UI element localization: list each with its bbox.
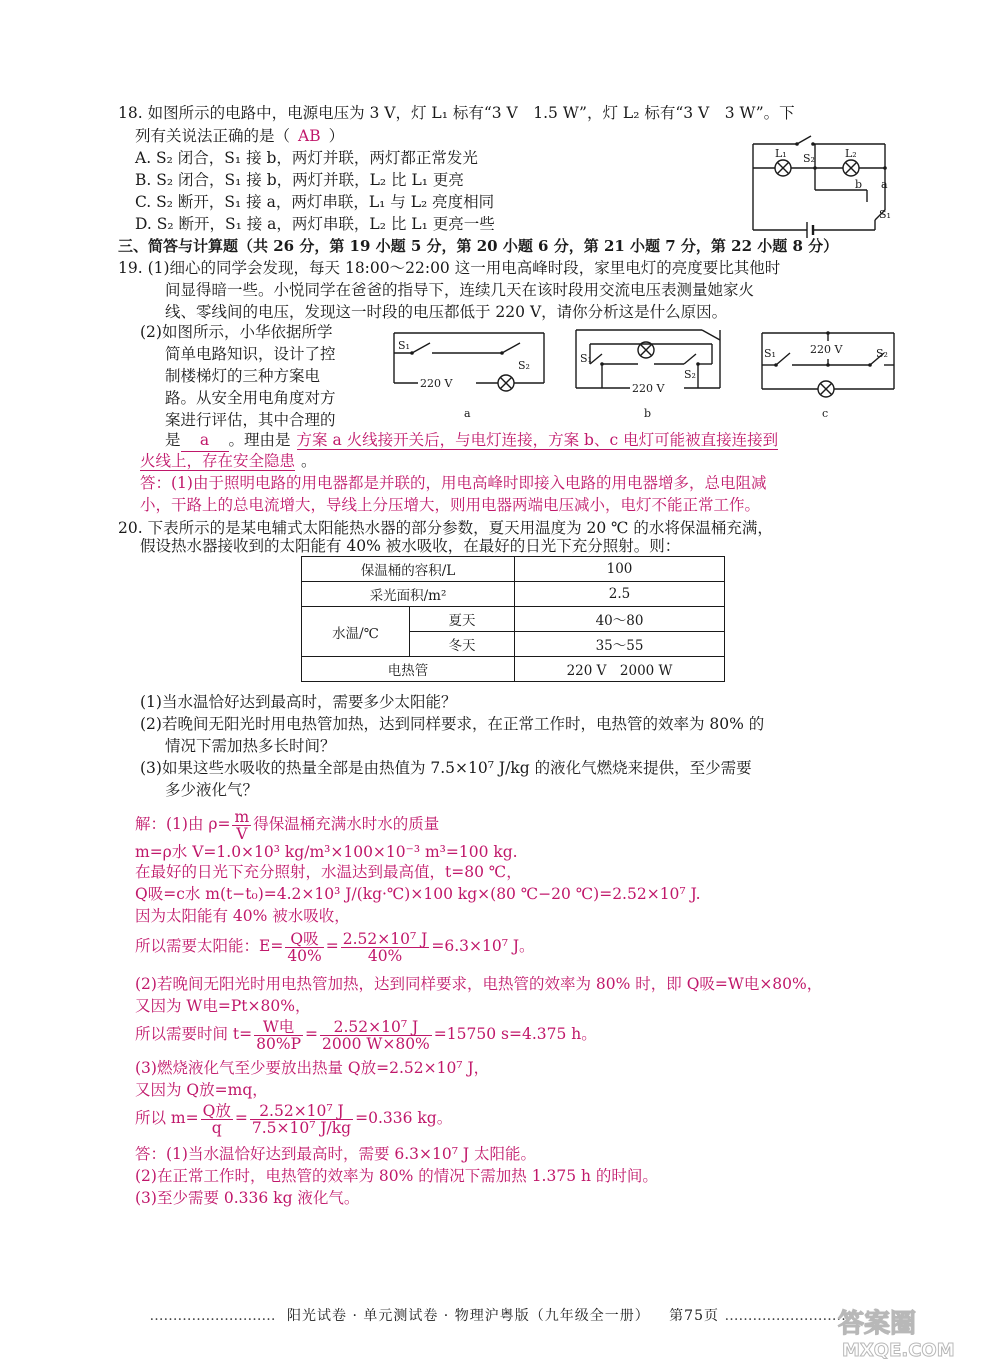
q19-answer-line1: 答：(1)由于照明电路的用电器都是并联的，用电高峰时即接入电路的用电器增多，总电阻减	[140, 474, 767, 492]
step1-suffix: 得保温桶充满水时水的质量	[253, 815, 440, 833]
energy-fraction-1	[285, 931, 323, 964]
fraction-denominator: q	[211, 1118, 222, 1137]
circuit-b-voltage: 220 V	[632, 382, 665, 395]
q18-b-label: b	[855, 178, 863, 191]
footer-title: 阳光试卷 · 单元测试卷 · 物理沪粤版（九年级全一册）	[287, 1308, 650, 1324]
q20-intro-line2: 假设热水器接收到的太阳能有 40% 被水吸收，在最好的日光下充分照射。则：	[140, 537, 681, 555]
table-cell: 100	[515, 557, 725, 582]
q19-p2-line5: 案进行评估，其中合理的	[165, 411, 336, 429]
footer-dots-left: ………………………	[149, 1308, 276, 1324]
solution-step-5: 因为太阳能有 40% 被水吸收，	[135, 907, 350, 925]
circuit-b-s2: S₂	[684, 368, 696, 381]
fraction-numerator: 2.52×10⁷ J	[342, 929, 428, 948]
q18-prefix: 列有关说法正确的是（	[135, 127, 291, 145]
q19-reason-prefix: 。理由是	[228, 431, 291, 449]
watermark-logo	[832, 1300, 982, 1360]
q18-s1-label: S₁	[879, 208, 891, 221]
circuit-a-s2: S₂	[518, 359, 530, 372]
table-cell: 水温/℃	[302, 607, 410, 657]
energy-fraction-2	[341, 931, 430, 964]
q18-answer: AB	[298, 127, 321, 145]
page-number: 第75页	[669, 1308, 719, 1324]
circuit-c-s1: S₁	[764, 347, 776, 360]
step12-suffix: =0.336 kg。	[355, 1109, 453, 1127]
q19-reason-line1: 方案 a 火线接开关后，与电灯连接，方案 b、c 电灯可能被直接连接到	[296, 431, 779, 449]
circuit-c-voltage: 220 V	[810, 343, 843, 356]
time-fraction-2	[320, 1019, 432, 1052]
solution-step-1	[135, 806, 439, 842]
circuit-c-s2: S₂	[876, 347, 888, 360]
density-fraction	[232, 809, 251, 842]
final-answer-1: 答：(1)当水温恰好达到最高时，需要 6.3×10⁷ J 太阳能。	[135, 1145, 537, 1163]
table-cell: 采光面积/m²	[302, 582, 515, 607]
q19-p2-line4: 路。从安全用电角度对方	[165, 389, 336, 407]
mass-fraction-1	[201, 1103, 233, 1136]
q19-circuit-a	[390, 325, 550, 425]
q19-p2-line2: 简单电路知识，设计了控	[165, 345, 336, 363]
q18-option-c: C. S₂ 断开，S₁ 接 a，两灯串联，L₁ 与 L₂ 亮度相同	[135, 193, 495, 211]
watermark-title: 答案圈	[838, 1309, 917, 1339]
watermark-url: MXQE.COM	[842, 1340, 955, 1360]
fraction-denominator: 80%P	[256, 1034, 302, 1053]
solution-step-11: 又因为 Q放=mq，	[135, 1081, 268, 1099]
q20-question-1: (1)当水温恰好达到最高时，需要多少太阳能？	[140, 693, 457, 711]
fraction-numerator: m	[234, 807, 250, 826]
fraction-denominator: 2000 W×80%	[322, 1034, 430, 1053]
q18-l2-label: L₂	[845, 147, 857, 160]
fraction-denominator: V	[236, 824, 248, 843]
q20-intro-line1: 20. 下表所示的是某电辅式太阳能热水器的部分参数，夏天用温度为 20 ℃ 的水将保温桶充满，	[118, 519, 773, 537]
q19-circuit-c	[758, 325, 903, 425]
fraction-denominator: 40%	[367, 946, 403, 965]
table-row	[302, 657, 725, 682]
solution-step-10: (3)燃烧液化气至少要放出热量 Q放=2.52×10⁷ J，	[135, 1059, 490, 1077]
q18-suffix: ）	[328, 127, 345, 145]
table-cell: 35～55	[515, 632, 725, 657]
step9-suffix: =15750 s=4.375 h。	[433, 1025, 597, 1043]
final-answer-3: (3)至少需要 0.336 kg 液化气。	[135, 1189, 360, 1207]
q18-option-b: B. S₂ 闭合，S₁ 接 b，两灯并联，L₂ 比 L₁ 更亮	[135, 171, 464, 189]
circuit-b-caption: b	[644, 407, 652, 420]
fraction-denominator: 7.5×10⁷ J/kg	[251, 1118, 352, 1137]
step12-prefix: 所以 m=	[135, 1109, 199, 1127]
q19-p1-line1: 19. (1)细心的同学会发现，每天 18:00～22:00 这一用电高峰时段，家里电灯的亮度要比其他时	[118, 259, 781, 277]
solution-step-9	[135, 1016, 597, 1052]
circuit-c-caption: c	[822, 407, 829, 420]
table-cell: 40～80	[515, 607, 725, 632]
circuit-b-s1: S₁	[580, 352, 592, 365]
fraction-numerator: 2.52×10⁷ J	[250, 1103, 353, 1120]
q20-question-2-cont: 情况下需加热多长时间？	[165, 737, 336, 755]
q18-s2-label: S₂	[803, 152, 815, 165]
table-row	[302, 582, 725, 607]
q18-stem-line1: 18. 如图所示的电路中，电源电压为 3 V，灯 L₁ 标有“3 V 1.5 W”，灯 L₂ 标有“3 V 3 W”。下	[118, 104, 795, 122]
q18-stem-line2	[135, 126, 344, 147]
circuit-a-s1: S₁	[398, 339, 410, 352]
equals-sign: =	[234, 1109, 248, 1127]
table-cell: 2.5	[515, 582, 725, 607]
fraction-numerator: Q吸	[285, 931, 323, 948]
table-cell: 保温桶的容积/L	[302, 557, 515, 582]
fraction-numerator: W电	[254, 1019, 303, 1036]
solution-step-4: Q吸=c水 m(t−t₀)=4.2×10³ J/(kg·℃)×100 kg×(80 ℃−20 ℃)=2.52×10⁷ J.	[135, 885, 701, 903]
step6-suffix: =6.3×10⁷ J。	[431, 937, 535, 955]
q18-option-a: A. S₂ 闭合，S₁ 接 b，两灯并联，两灯都正常发光	[135, 149, 478, 167]
equals-sign: =	[325, 937, 339, 955]
q20-question-3-cont: 多少液化气？	[165, 781, 259, 799]
fraction-denominator: 40%	[287, 946, 322, 965]
q19-p1-line2: 间显得暗一些。小悦同学在爸爸的指导下，连续几天在该时段用交流电压表测量她家火	[165, 281, 755, 299]
time-fraction-1	[254, 1019, 303, 1052]
table-cell: 夏天	[410, 607, 515, 632]
footer-dots-right: ………………………	[724, 1308, 851, 1324]
solution-step-6	[135, 928, 535, 964]
circuit-a-voltage: 220 V	[420, 377, 453, 390]
fraction-numerator: 2.52×10⁷ J	[320, 1019, 432, 1036]
solution-step-8: 又因为 W电=Pt×80%，	[135, 997, 311, 1015]
solution-step-12	[135, 1100, 452, 1136]
page-footer	[120, 1305, 880, 1325]
table-row	[302, 557, 725, 582]
q19-answer-line2: 小，干路上的总电流增大，导线上分压增大，则用电器两端电压减小，电灯不能正常工作。	[140, 496, 761, 514]
q19-p1-line3: 线、零线间的电压，发现这一时段的电压都低于 220 V，请你分析这是什么原因。	[165, 303, 728, 321]
equals-sign: =	[305, 1025, 319, 1043]
solution-step-3: 在最好的日光下充分照射，水温达到最高值，t=80 ℃，	[135, 863, 522, 881]
circuit-a-caption: a	[464, 407, 471, 420]
q19-is-prefix: 是	[165, 431, 181, 449]
q19-p2-line3: 制楼梯灯的三种方案电	[165, 367, 321, 385]
table-cell: 220 V 2000 W	[515, 657, 725, 682]
q20-question-2: (2)若晚间无阳光时用电热管加热，达到同样要求，在正常工作时，电热管的效率为 80% 的	[140, 715, 765, 733]
section-3-header: 三、简答与计算题（共 26 分，第 19 小题 5 分，第 20 小题 6 分，第 21 小题 7 分，第 22 小题 8 分）	[118, 237, 839, 255]
q20-parameter-table	[301, 556, 725, 682]
q19-p2-answer-line1	[165, 430, 778, 452]
solution-step-2: m=ρ水 V=1.0×10³ kg/m³×100×10⁻³ m³=100 kg.	[135, 843, 518, 861]
solution-step-7: (2)若晚间无阳光时用电热管加热，达到同样要求，电热管的效率为 80% 时，即 Q吸=W电×80%，	[135, 975, 823, 993]
final-answer-2: (2)在正常工作时，电热管的效率为 80% 的情况下需加热 1.375 h 的时间。	[135, 1167, 658, 1185]
step9-prefix: 所以需要时间 t=	[135, 1025, 253, 1043]
step6-prefix: 所以需要太阳能：E=	[135, 937, 284, 955]
q19-p2-line1: (2)如图所示，小华依据所学	[140, 323, 333, 341]
mass-fraction-2	[250, 1103, 353, 1136]
q18-option-d: D. S₂ 断开，S₁ 接 a，两灯串联，L₂ 比 L₁ 更亮一些	[135, 215, 495, 233]
table-cell: 冬天	[410, 632, 515, 657]
q18-circuit-diagram	[745, 130, 895, 242]
q19-reason-end: 。	[301, 452, 317, 470]
q19-circuit-b	[572, 322, 732, 425]
q20-question-3: (3)如果这些水吸收的热量全部是由热值为 7.5×10⁷ J/kg 的液化气燃烧来提供，至少需要	[140, 759, 752, 777]
q19-p2-answer-line2	[140, 451, 317, 472]
q19-blank-answer: a	[181, 430, 229, 452]
table-cell: 电热管	[302, 657, 515, 682]
q18-a-label: a	[881, 178, 888, 191]
fraction-numerator: Q放	[202, 1101, 231, 1120]
step1-prefix: 解：(1)由 ρ=	[135, 815, 231, 833]
table-row	[302, 607, 725, 632]
q19-reason-line2: 火线上，存在安全隐患	[140, 452, 296, 470]
q18-l1-label: L₁	[775, 147, 787, 160]
